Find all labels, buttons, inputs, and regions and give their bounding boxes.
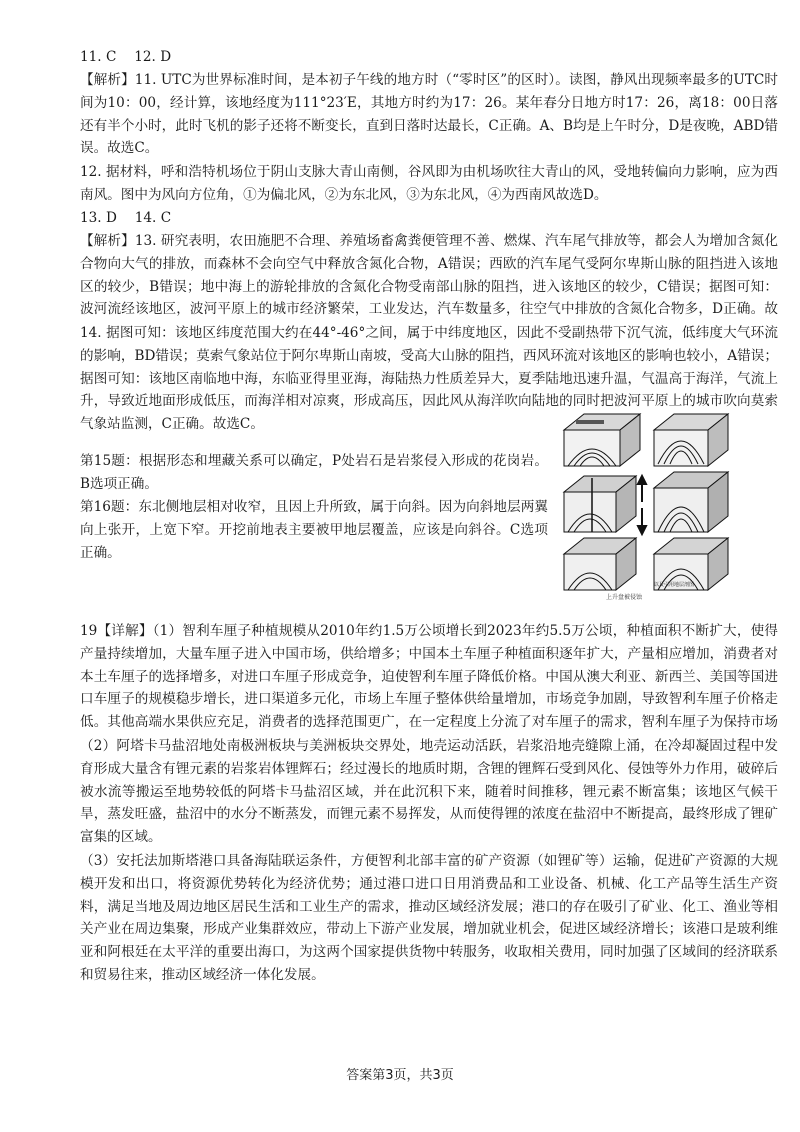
answers-11-12: 11. C 12. D — [80, 49, 172, 65]
explanation-13: 【解析】13. 研究表明，农田施肥不合理、养殖场畜禽粪便管理不善、燃煤、汽车尾气排放等，都会人为增加含氮化合物向大气的排放，而森林不会向空气中释放含氮化合物，A错误；西欧的汽车尾气受阿尔卑斯山脉的阻挡进入该地区的较少，B错误；地中海上的游轮排放的含氮化合物受南部山脉的阻挡，进入该地区的较少，C错误；据图可知：波河流经该地区，波河平原上的城市经济繁荣，工业发达，汽车数量多，往空气中排放的含氮化合物多，D正确。故 — [80, 233, 778, 318]
block-top-left — [564, 414, 640, 466]
block-middle-right — [654, 472, 728, 532]
explanation-14: 14. 据图可知：该地区纬度范围大约在44°-46°之间，属于中纬度地区，因此不受副热带下沉气流，低纬度大气环流的影响，BD错误；莫索气象站位于阿尔卑斯山南坡，受高大山脉的阻挡，西风环流对该地区的影响也较小，A错误；据图可知：该地区南临地中海，东临亚得里亚海，海陆热力性质差异大，夏季陆地迅速升温，气温高于海洋，气流上升，导致近地面形成低压，而海洋相对凉爽，形成高压，因此风从海洋吹向陆地的同时把波河平原上的城市吹向莫索气象站监测，C正确。故选C。 — [80, 325, 778, 433]
explanation-19-1: 19【详解】（1）智利车厘子种植规模从2010年约1.5万公顷增长到2023年约5.5万公顷，种植面积不断扩大，使得产量持续增加，大量车厘子进入中国市场，供给增多；中国本土车厘子种植面积逐年扩大，产量相应增加，消费者对本土车厘子的选择增多，对进口车厘子形成竞争，迫使智利车厘子降低价格。中国从澳大利亚、新西兰、美国等国进口车厘子的规模稳步增长，进口渠道多元化，市场上车厘子整体供给量增加，市场竞争加剧，导致智利车厘子价格走低。其他高端水果供应充足，消费者的选择范围更广，在一定程度上分流了对车厘子的需求，智利车厘子为保持市场 — [80, 623, 778, 731]
answers-13-14: 13. D 14. C — [80, 210, 172, 226]
fault-block-diagram — [562, 408, 730, 604]
figure-caption: 上升盘被侵蚀 — [606, 594, 643, 601]
block-middle-left — [564, 476, 636, 532]
explanation-19-3: （3）安托法加斯塔港口具备海陆联运条件，方便智利北部丰富的矿产资源（如锂矿等）运输，促进矿产资源的大规模开发和出口，将资源优势转化为经济优势；通过港口进口日用消费品和工业设备、机械、化工产品等生活生产资料，满足当地及周边地区居民生活和工业生产的需求，推动区域经济发展；港口的存在吸引了矿业、化工、渔业等相关产业在周边集聚，形成产业集群效应，带动上下游产业发展，增加就业机会，促进区域经济增长；该港口是玻利维亚和阿根廷在太平洋的重要出海口，为这两个国家提供货物中转服务，收取相关费用，同时加强了区域间的经济联系和贸易往来，推动区域经济一体化发展。 — [80, 853, 778, 983]
explanation-15: 第15题：根据形态和埋藏关系可以确定，P处岩石是岩浆侵入形成的花岗岩。B选项正确。 — [80, 453, 548, 492]
page-footer: 答案第3页，共3页 — [346, 1068, 454, 1083]
figure-label: 以及引用地层剖图 — [654, 582, 695, 588]
block-bottom-left — [564, 538, 636, 590]
block-top-right — [654, 414, 728, 466]
explanation-12: 12. 据材料，呼和浩特机场位于阴山支脉大青山南侧，谷风即为由机场吹往大青山的风，受地转偏向力影响，应为西南风。图中为风向方位角，①为偏北风，②为东北风，③为东北风，④为西南风故选D。 — [80, 164, 778, 203]
uplift-arrows — [638, 476, 646, 534]
explanation-19-2: （2）阿塔卡马盐沼地处南极洲板块与美洲板块交界处，地壳运动活跃，岩浆沿地壳缝隙上涌，在冷却凝固过程中发育形成大量含有锂元素的岩浆岩体锂辉石；经过漫长的地质时期，含锂的锂辉石受到风化、侵蚀等外力作用，破碎后被水流等搬运至地势较低的阿塔卡马盐沼区域，并在此沉积下来，随着时间推移，锂元素不断富集；该地区气候干旱，蒸发旺盛，盐沼中的水分不断蒸发，而锂元素不易挥发，从而使得锂的浓度在盐沼中不断提高，最终形成了锂矿富集的区域。 — [80, 738, 778, 846]
explanation-11: 【解析】11. UTC为世界标准时间，是本初子午线的地方时（“零时区”的区时）。读图，静风出现频率最多的UTC时间为10：00，经计算，该地经度为111°23′E，其地方时约为17：26。某年春分日地方时17：26，离18：00日落还有半个小时，此时飞机的影子还将不断变长，直到日落时达最长，C正确。A、B均是上午时分，D是夜晚，ABD错误。故选C。 — [80, 72, 778, 157]
explanation-16: 第16题：东北侧地层相对收窄，且因上升所致，属于向斜。因为向斜地层两翼向上张开，上宽下窄。开挖前地表主要被甲地层覆盖，应该是向斜谷。C选项正确。 — [80, 499, 548, 561]
